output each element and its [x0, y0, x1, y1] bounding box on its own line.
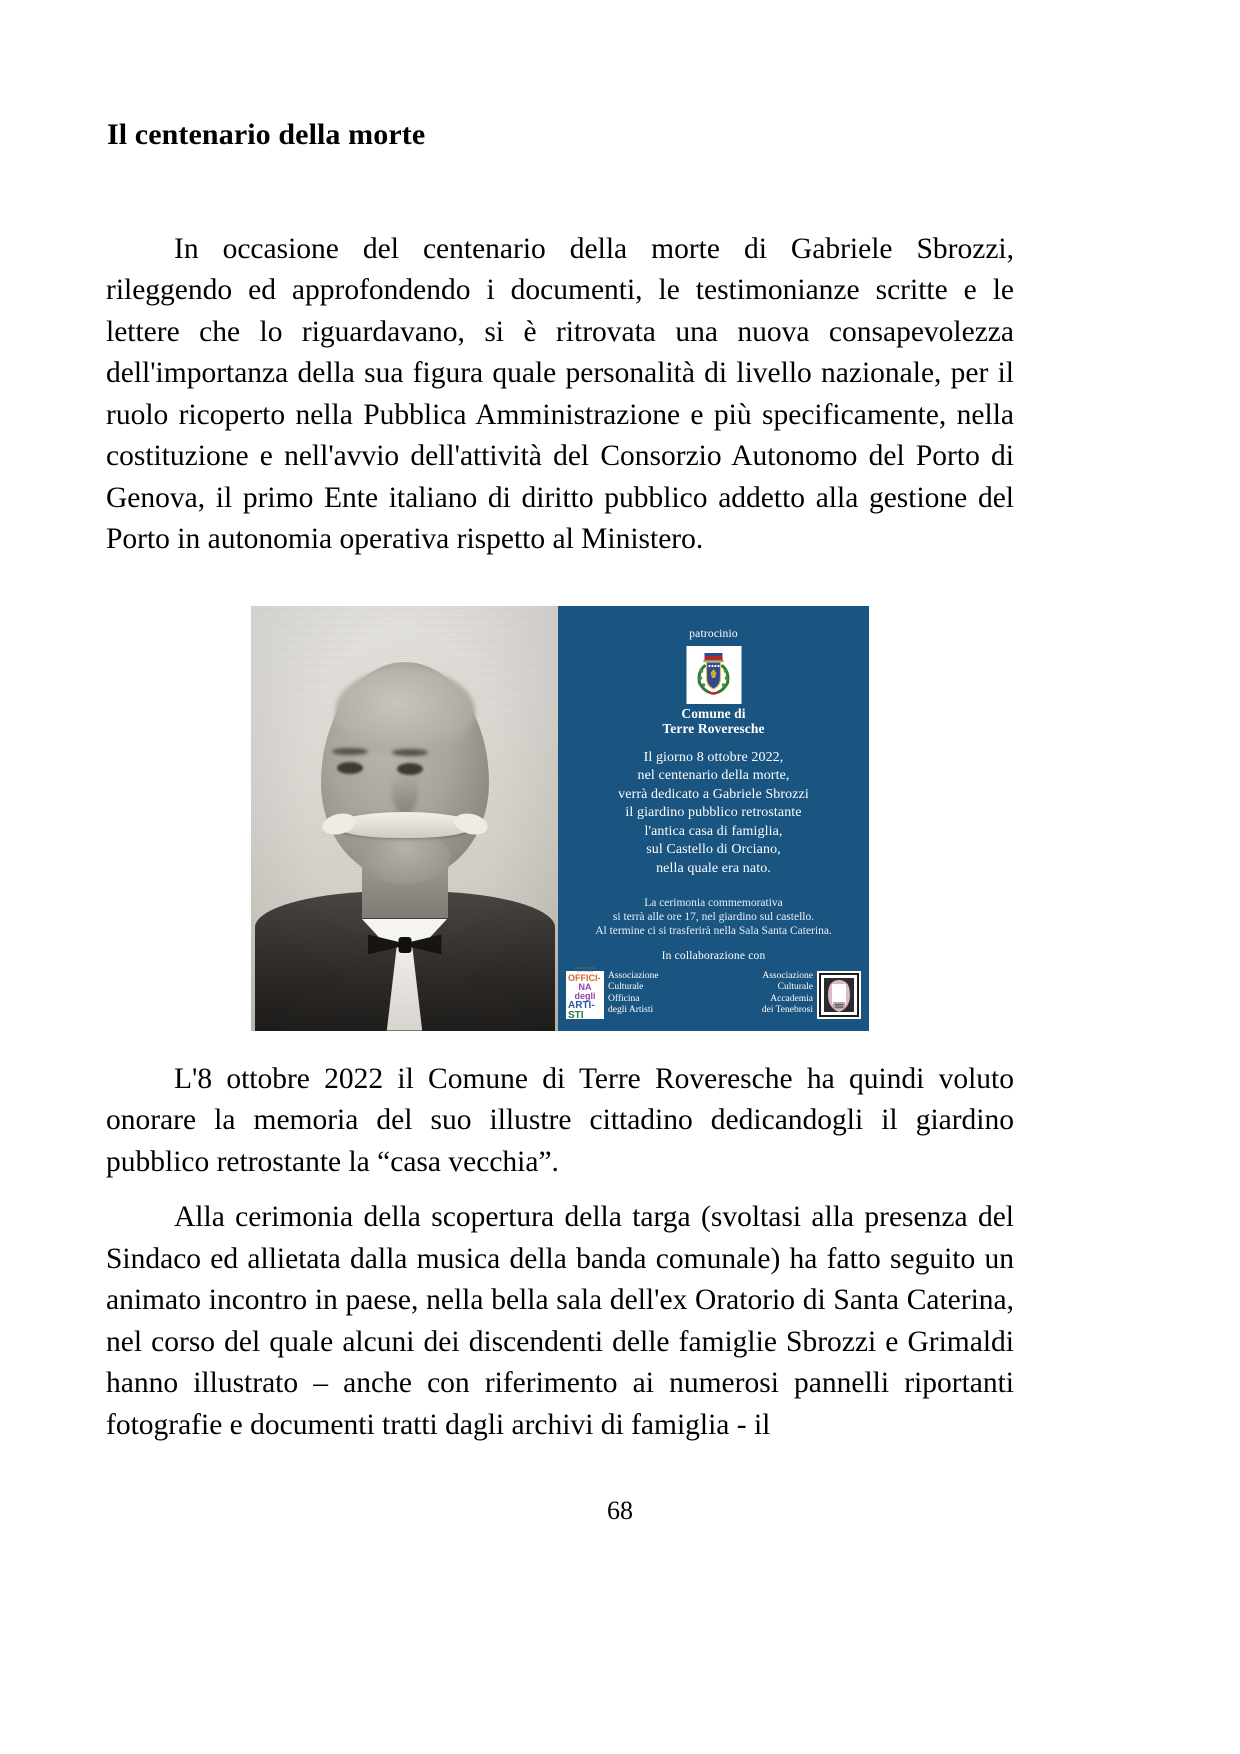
- tenebrosi-name-line: dei Tenebrosi: [761, 1005, 813, 1015]
- event-poster: [251, 606, 869, 1031]
- announcement-line: nel centenario della morte,: [637, 768, 790, 783]
- announcement-line: l'antica casa di famiglia,: [644, 823, 783, 839]
- page-title: Il centenario della morte: [107, 118, 426, 151]
- body-paragraph-3: Alla cerimonia della scopertura della targa (svoltasi alla presenza del Sindaco ed allietata dalla musica della banda comunale) ha fatto seguito un animato incontro in paese, nella bella sala dell'ex Oratorio di Santa Caterina, nel corso del quale alcuni dei discendenti delle famiglie Sbrozzi e Grimaldi hanno illustrato – anche con riferimento ai numerosi pannelli riportanti fotografie e documenti tratti dagli archivi di famiglia - il: [106, 1201, 1014, 1441]
- comune-line-2: Terre Roveresche: [662, 721, 765, 736]
- ceremony-details: [558, 896, 869, 938]
- comune-name: [558, 706, 869, 737]
- body-paragraph-2: L'8 ottobre 2022 il Comune di Terre Roveresche ha quindi voluto onorare la memoria del suo illustre cittadino dedicandogli il giardino pubblico retrostante la “casa vecchia”.: [106, 1062, 1014, 1178]
- officina-name-line: degli Artisti: [608, 1005, 654, 1015]
- announcement-line: il giardino pubblico retrostante: [625, 805, 802, 820]
- photo-vignette: [251, 606, 558, 1031]
- poster-text-panel: [558, 606, 869, 1031]
- officina-name: [608, 971, 659, 1017]
- officina-name-line: Culturale: [608, 982, 644, 992]
- partner-officina: [566, 967, 659, 1021]
- partner-tenebrosi: [762, 971, 861, 1019]
- ceremony-line: La cerimonia commemorativa: [644, 896, 783, 909]
- announcement-line: verrà dedicato a Gabriele Sbrozzi: [618, 786, 809, 802]
- tenebrosi-name-line: Accademia: [770, 993, 813, 1004]
- tenebrosi-name-line: Culturale: [777, 982, 813, 992]
- officina-logo-line4: STI: [568, 1009, 584, 1021]
- ceremony-line: Al termine ci si trasferirà nella Sala Santa Caterina.: [595, 924, 832, 937]
- comune-crest-icon: [686, 646, 741, 704]
- tenebrosi-name: [762, 971, 813, 1017]
- comune-line-1: Comune di: [681, 705, 746, 721]
- officina-logo-icon: [566, 967, 604, 1021]
- announcement-line: nella quale era nato.: [656, 860, 771, 876]
- portrait-photo: [251, 606, 558, 1031]
- page-number: 68: [607, 1496, 633, 1525]
- ceremony-line: si terrà alle ore 17, nel giardino sul castello.: [612, 910, 815, 923]
- page-content: [106, 118, 1014, 1446]
- collaboration-label: In collaborazione con: [661, 949, 766, 962]
- body-paragraph-1: In occasione del centenario della morte di Gabriele Sbrozzi, rileggendo ed approfondendo i documenti, le testimonianze scritte e le lettere che lo riguardavano, si è ritrovata una nuova consapevolezza dell'importanza della sua figura quale personalità di livello nazionale, per il ruolo ricoperto nella Pubblica Amministrazione e più specificamente, nella costituzione e nell'avvio dell'attività del Consorzio Autonomo del Porto di Genova, il primo Ente italiano di diritto pubblico addetto alla gestione del Porto in autonomia operativa rispetto al Ministero.: [106, 232, 1014, 555]
- officina-name-line: Officina: [608, 993, 640, 1004]
- patrocinio-label: patrocinio: [689, 627, 738, 640]
- officina-logo-line2: NA degli: [574, 981, 596, 1001]
- tenebrosi-name-line: Associazione: [762, 970, 813, 981]
- partner-logos: [566, 967, 861, 1021]
- announcement-line: Il giorno 8 ottobre 2022,: [643, 749, 784, 765]
- officina-name-line: Associazione: [608, 970, 659, 981]
- tenebrosi-logo-icon: [817, 971, 861, 1019]
- poster-figure: [106, 606, 1014, 1031]
- poster-announcement: [558, 749, 869, 879]
- officina-logo-line1: OFFICI-: [568, 972, 601, 983]
- announcement-line: sul Castello di Orciano,: [646, 842, 781, 857]
- officina-logo-top: ASSOCIAZIONE CULTURALE: [574, 967, 596, 973]
- officina-logo-line3: ARTI-: [568, 999, 595, 1011]
